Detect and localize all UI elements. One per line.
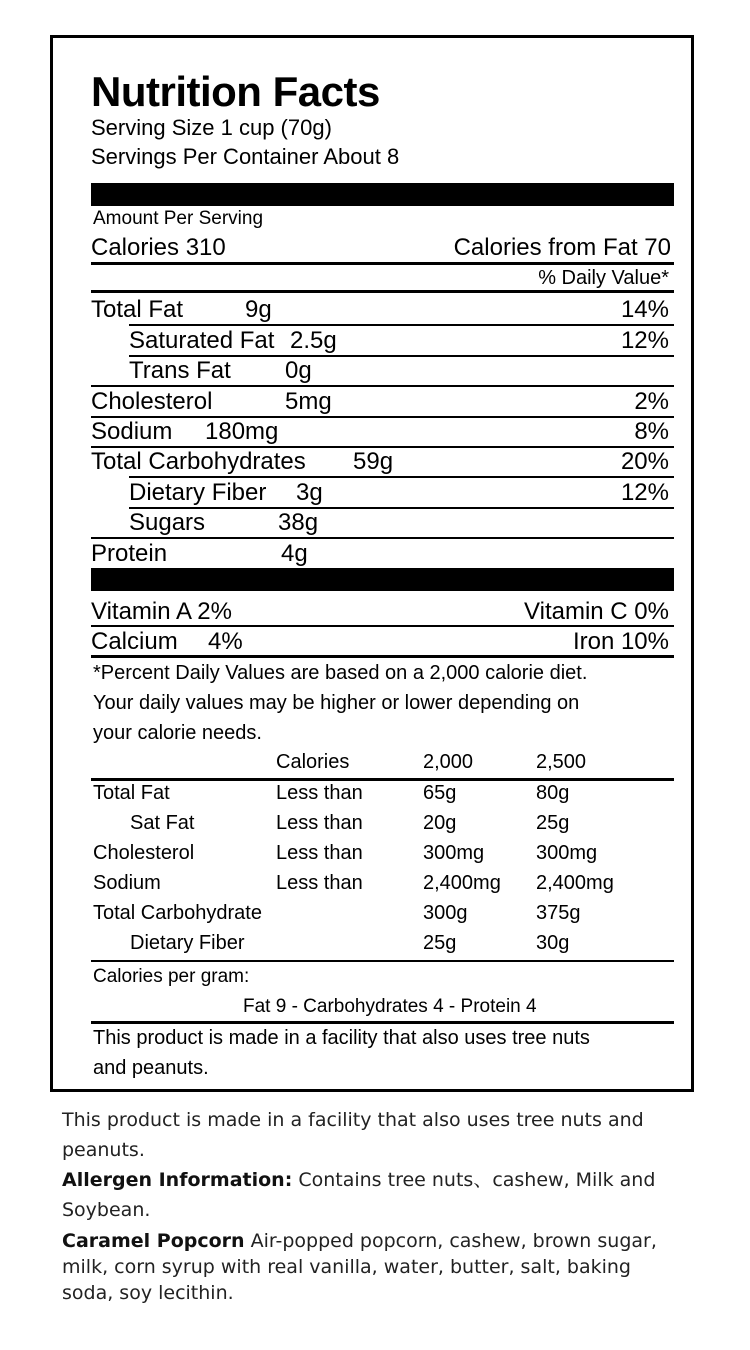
dv-table-header: 2,500 — [536, 751, 587, 773]
nutrient-daily-value: 20% — [620, 448, 669, 475]
dv-table-cell: Total Fat — [93, 782, 170, 804]
dv-table-cell: 65g — [423, 782, 457, 804]
facility-note-line: This product is made in a facility that also uses tree nuts — [93, 1027, 590, 1049]
dv-table-cell: 25g — [536, 812, 570, 834]
serving-size: Serving Size 1 cup (70g) — [91, 115, 332, 140]
nutrient-daily-value: 12% — [620, 479, 669, 506]
facility-note-line: and peanuts. — [93, 1057, 209, 1079]
nutrient-amount: 38g — [278, 509, 319, 536]
footnote-line: *Percent Daily Values are based on a 2,000 calorie diet. — [93, 662, 588, 684]
nutrient-amount: 4g — [281, 540, 308, 567]
row-divider — [129, 476, 674, 478]
row-divider — [91, 537, 674, 539]
ingredients-text: soda, soy lecithin. — [62, 1282, 234, 1304]
nutrient-name: Total Fat — [91, 296, 184, 323]
divider — [91, 625, 674, 627]
allergen-label: Allergen Information: — [62, 1169, 293, 1191]
footer-facility-line: This product is made in a facility that also uses tree nuts and — [62, 1109, 644, 1131]
dv-table-cell: 25g — [423, 932, 457, 954]
allergen-info — [62, 1165, 682, 1225]
divider — [91, 290, 674, 293]
footer-facility-line: peanuts. — [62, 1139, 145, 1161]
nutrient-amount: 9g — [245, 296, 272, 323]
dv-table-cell: Less than — [276, 872, 363, 894]
calories-per-gram: Calories per gram: — [93, 966, 250, 987]
vitamin-c: Vitamin C 0% — [524, 598, 669, 625]
ingredients-text: Air-popped popcorn, cashew, brown sugar, — [244, 1230, 657, 1252]
nutrient-name: Saturated Fat — [129, 327, 275, 354]
nutrient-amount: 3g — [296, 479, 323, 506]
nutrient-name: Dietary Fiber — [129, 479, 267, 506]
divider — [91, 655, 674, 658]
calories-per-gram-detail: Fat 9 - Carbohydrates 4 - Protein 4 — [243, 996, 537, 1017]
thick-divider — [91, 183, 674, 206]
thick-divider — [91, 568, 674, 591]
nutrient-name: Protein — [91, 540, 168, 567]
dv-table-cell: 80g — [536, 782, 570, 804]
nutrient-name: Cholesterol — [91, 388, 213, 415]
nutrient-amount: 2.5g — [290, 327, 337, 354]
vitamin-a: Vitamin A 2% — [91, 598, 232, 625]
divider — [91, 960, 674, 962]
dv-table-header: Calories — [276, 751, 350, 773]
nutrient-name: Sodium — [91, 418, 173, 445]
ingredients — [62, 1228, 682, 1306]
label-title: Nutrition Facts — [91, 68, 380, 115]
daily-value-header: % Daily Value* — [538, 267, 669, 289]
calcium-value: 4% — [208, 628, 243, 655]
iron: Iron 10% — [572, 628, 669, 655]
nutrient-name: Sugars — [129, 509, 206, 536]
nutrient-name: Total Carbohydrates — [91, 448, 306, 475]
row-divider — [129, 507, 674, 509]
allergen-text: Contains tree nuts、cashew, Milk and — [292, 1169, 656, 1191]
divider — [91, 1021, 674, 1024]
dv-table-cell: 2,400mg — [536, 872, 614, 894]
nutrition-label — [50, 35, 694, 1092]
dv-table-cell: Less than — [276, 782, 363, 804]
nutrient-daily-value: 14% — [620, 296, 669, 323]
dv-table-cell: Less than — [276, 812, 363, 834]
servings-per-container: Servings Per Container About 8 — [91, 144, 400, 169]
calcium: Calcium — [91, 628, 178, 655]
dv-table-cell: Total Carbohydrate — [93, 902, 262, 924]
nutrient-amount: 5mg — [285, 388, 332, 415]
footer-facility — [62, 1105, 682, 1165]
allergen-text: Soybean. — [62, 1199, 151, 1221]
calories: Calories 310 — [91, 234, 226, 261]
dv-table-cell: Sodium — [93, 872, 161, 894]
row-divider — [91, 385, 674, 387]
calories-from-fat: Calories from Fat 70 — [453, 234, 671, 261]
dv-table-cell: 20g — [423, 812, 457, 834]
dv-table-cell: Sat Fat — [130, 812, 195, 834]
nutrient-amount: 59g — [353, 448, 394, 475]
footnote-line: Your daily values may be higher or lower depending on — [93, 692, 580, 714]
nutrient-amount: 180mg — [205, 418, 279, 445]
dv-table-cell: 300mg — [423, 842, 485, 864]
dv-table-cell: 300g — [423, 902, 468, 924]
nutrient-daily-value: 2% — [634, 388, 669, 415]
divider — [91, 778, 674, 781]
row-divider — [129, 324, 674, 326]
nutrient-name: Trans Fat — [129, 357, 231, 384]
divider — [91, 262, 674, 265]
dv-table-cell: Dietary Fiber — [130, 932, 245, 954]
dv-table-cell: 2,400mg — [423, 872, 501, 894]
amount-per-serving: Amount Per Serving — [93, 208, 264, 229]
dv-table-cell: Less than — [276, 842, 363, 864]
footnote-line: your calorie needs. — [93, 722, 262, 744]
dv-table-cell: 30g — [536, 932, 570, 954]
nutrient-amount: 0g — [285, 357, 312, 384]
nutrient-daily-value: 12% — [620, 327, 669, 354]
dv-table-cell: 300mg — [536, 842, 598, 864]
dv-table-cell: 375g — [536, 902, 581, 924]
dv-table-header: 2,000 — [423, 751, 474, 773]
ingredients-text: milk, corn syrup with real vanilla, water, butter, salt, baking — [62, 1256, 631, 1278]
dv-table-cell: Cholesterol — [93, 842, 195, 864]
nutrient-daily-value: 8% — [634, 418, 669, 445]
row-divider — [91, 416, 674, 418]
ingredients-label: Caramel Popcorn — [62, 1230, 245, 1252]
